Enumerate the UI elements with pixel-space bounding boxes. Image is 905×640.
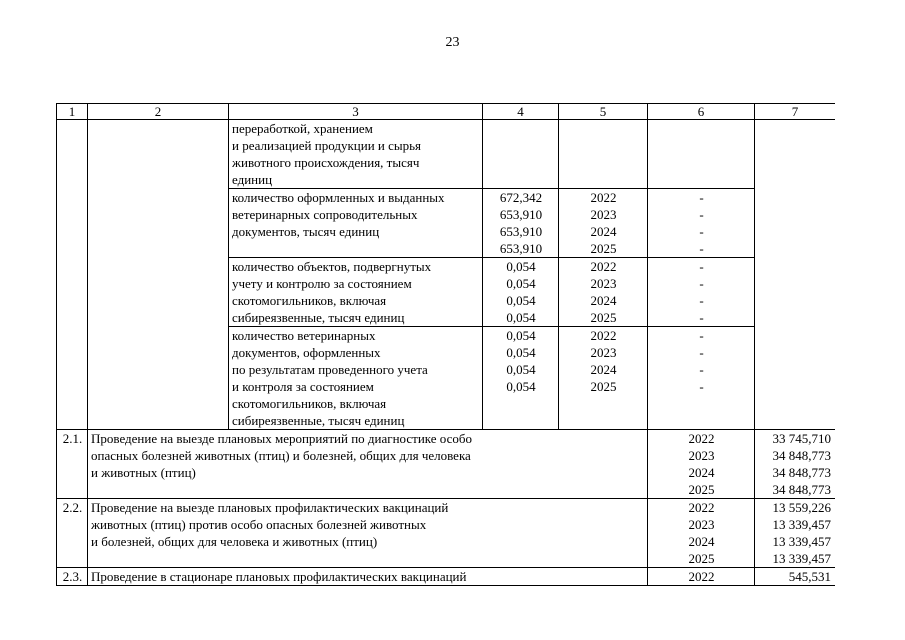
indicator-value: 0,054	[506, 276, 536, 291]
measure-text	[88, 568, 648, 586]
column-header: 4	[483, 104, 559, 120]
measure-line: Проведение на выезде плановых профилактических вакцинаций	[91, 500, 449, 515]
indicator-line: количество ветеринарных	[232, 328, 376, 343]
amount-value: -	[699, 190, 704, 205]
year-value: 2022	[688, 500, 715, 515]
amount-value: 13 339,457	[772, 551, 831, 566]
indicator-value	[486, 412, 556, 429]
indicator-line: учету и контролю за состоянием	[232, 276, 412, 291]
column-header: 3	[229, 104, 483, 120]
amount-value: -	[699, 276, 704, 291]
amount-value: 33 745,710	[772, 431, 831, 446]
measure-line: и животных (птиц)	[91, 465, 196, 480]
year-value: 2022	[590, 259, 617, 274]
year-value: 2024	[590, 224, 617, 239]
note-cell	[755, 120, 836, 430]
column-header: 7	[755, 104, 836, 120]
indicator-value	[486, 395, 556, 412]
amount-cell	[648, 327, 755, 430]
year-cell	[559, 258, 648, 327]
indicator-line: единиц	[232, 172, 273, 187]
amount-value: -	[699, 310, 704, 325]
year-value: 2023	[590, 207, 617, 222]
indicator-value: 653,910	[499, 224, 543, 239]
indicator-value: 0,054	[506, 328, 536, 343]
column-header: 1	[57, 104, 88, 120]
indicator-line	[232, 240, 480, 257]
indicator-value: 0,054	[506, 362, 536, 377]
indicator-line: документов, тысяч единиц	[232, 224, 380, 239]
value-cell	[483, 189, 559, 258]
indicator-line: сибиреязвенные, тысяч единиц	[232, 310, 405, 325]
indicator-line: и реализацией продукции и сырья	[232, 138, 422, 153]
row-number-cell	[57, 120, 88, 430]
year-value: 2023	[688, 448, 715, 463]
measure-line: и болезней, общих для человека и животных (птиц)	[91, 534, 378, 549]
measure-line: животных (птиц) против особо опасных болезней животных	[91, 517, 427, 532]
year-value: 2025	[688, 551, 715, 566]
indicator-value: 672,342	[499, 190, 543, 205]
indicator-value: 653,910	[499, 207, 543, 222]
indicator-line: количество оформленных и выданных	[232, 190, 445, 205]
amount-value: -	[699, 345, 704, 360]
amount-value: -	[699, 241, 704, 256]
indicator-line: количество объектов, подвергнутых	[232, 259, 432, 274]
plan-table-container	[56, 103, 835, 593]
amount-value: -	[699, 224, 704, 239]
year-value: 2024	[688, 534, 715, 549]
year-value: 2022	[688, 431, 715, 446]
measure-cell	[88, 120, 229, 430]
year-cell	[559, 327, 648, 430]
amount-value: -	[699, 293, 704, 308]
indicator-line: сибиреязвенные, тысяч единиц	[232, 413, 405, 428]
year-value: 2024	[688, 465, 715, 480]
year-value: 2022	[590, 328, 617, 343]
column-header: 5	[559, 104, 648, 120]
year-value: 2022	[688, 569, 715, 584]
header-row	[57, 104, 836, 120]
amount-value: 34 848,773	[772, 482, 831, 497]
amount-cell	[648, 258, 755, 327]
column-header: 6	[648, 104, 755, 120]
plan-table	[56, 103, 835, 586]
year-value: 2024	[590, 293, 617, 308]
year-cell	[559, 120, 648, 189]
page-number: 23	[445, 35, 460, 50]
year-value: 2024	[590, 362, 617, 377]
year-cell	[648, 499, 755, 568]
amount-value: 13 339,457	[772, 517, 831, 532]
year-value: 2025	[688, 482, 715, 497]
measure-number: 2.2.	[57, 499, 88, 568]
table-row	[57, 120, 836, 189]
table-row	[57, 499, 836, 568]
measure-number: 2.3.	[57, 568, 88, 586]
year-value: 2025	[590, 241, 617, 256]
amount-cell	[648, 189, 755, 258]
indicator-text	[229, 189, 483, 258]
year-value	[562, 412, 645, 429]
amount-value	[651, 395, 752, 412]
amount-value: 545,531	[788, 569, 831, 584]
year-cell	[559, 189, 648, 258]
amount-value: -	[699, 207, 704, 222]
amount-value: -	[699, 379, 704, 394]
indicator-line: документов, оформленных	[232, 345, 381, 360]
indicator-value: 0,054	[506, 293, 536, 308]
indicator-value: 0,054	[506, 379, 536, 394]
indicator-value: 653,910	[499, 241, 543, 256]
amount-value: -	[699, 328, 704, 343]
table-row	[57, 568, 836, 586]
amount-value: 13 339,457	[772, 534, 831, 549]
amount-value: 34 848,773	[772, 448, 831, 463]
amount-cell	[648, 120, 755, 189]
measure-line	[91, 481, 645, 498]
value-cell	[483, 258, 559, 327]
measure-text	[88, 499, 648, 568]
year-value: 2023	[590, 345, 617, 360]
year-value: 2023	[590, 276, 617, 291]
amount-value: 34 848,773	[772, 465, 831, 480]
indicator-line: животного происхождения, тысяч	[232, 155, 420, 170]
amount-cell	[755, 568, 836, 586]
measure-line: Проведение на выезде плановых мероприятий по диагностике особо	[91, 431, 472, 446]
indicator-line: ветеринарных сопроводительных	[232, 207, 418, 222]
indicator-line: по результатам проведенного учета	[232, 362, 428, 377]
table-body	[57, 104, 836, 586]
year-value	[562, 395, 645, 412]
measure-text	[88, 430, 648, 499]
year-value: 2025	[590, 379, 617, 394]
amount-value: -	[699, 362, 704, 377]
indicator-line: и контроля за состоянием	[232, 379, 374, 394]
indicator-text	[229, 327, 483, 430]
indicator-value: 0,054	[506, 259, 536, 274]
indicator-text	[229, 120, 483, 189]
year-value: 2022	[590, 190, 617, 205]
measure-line: Проведение в стационаре плановых профилактических вакцинаций	[91, 569, 467, 584]
indicator-text	[229, 258, 483, 327]
amount-value: -	[699, 259, 704, 274]
year-value: 2025	[590, 310, 617, 325]
amount-value	[651, 412, 752, 429]
year-cell	[648, 568, 755, 586]
indicator-value: 0,054	[506, 310, 536, 325]
measure-number: 2.1.	[57, 430, 88, 499]
indicator-line: переработкой, хранением	[232, 121, 373, 136]
indicator-value: 0,054	[506, 345, 536, 360]
value-cell	[483, 327, 559, 430]
year-cell	[648, 430, 755, 499]
indicator-line: скотомогильников, включая	[232, 293, 387, 308]
year-value: 2023	[688, 517, 715, 532]
table-row	[57, 430, 836, 499]
measure-line	[91, 550, 645, 567]
value-cell	[483, 120, 559, 189]
amount-value: 13 559,226	[772, 500, 831, 515]
measure-line: опасных болезней животных (птиц) и болезней, общих для человека	[91, 448, 471, 463]
column-header: 2	[88, 104, 229, 120]
amount-cell	[755, 430, 836, 499]
amount-cell	[755, 499, 836, 568]
indicator-line: скотомогильников, включая	[232, 396, 387, 411]
